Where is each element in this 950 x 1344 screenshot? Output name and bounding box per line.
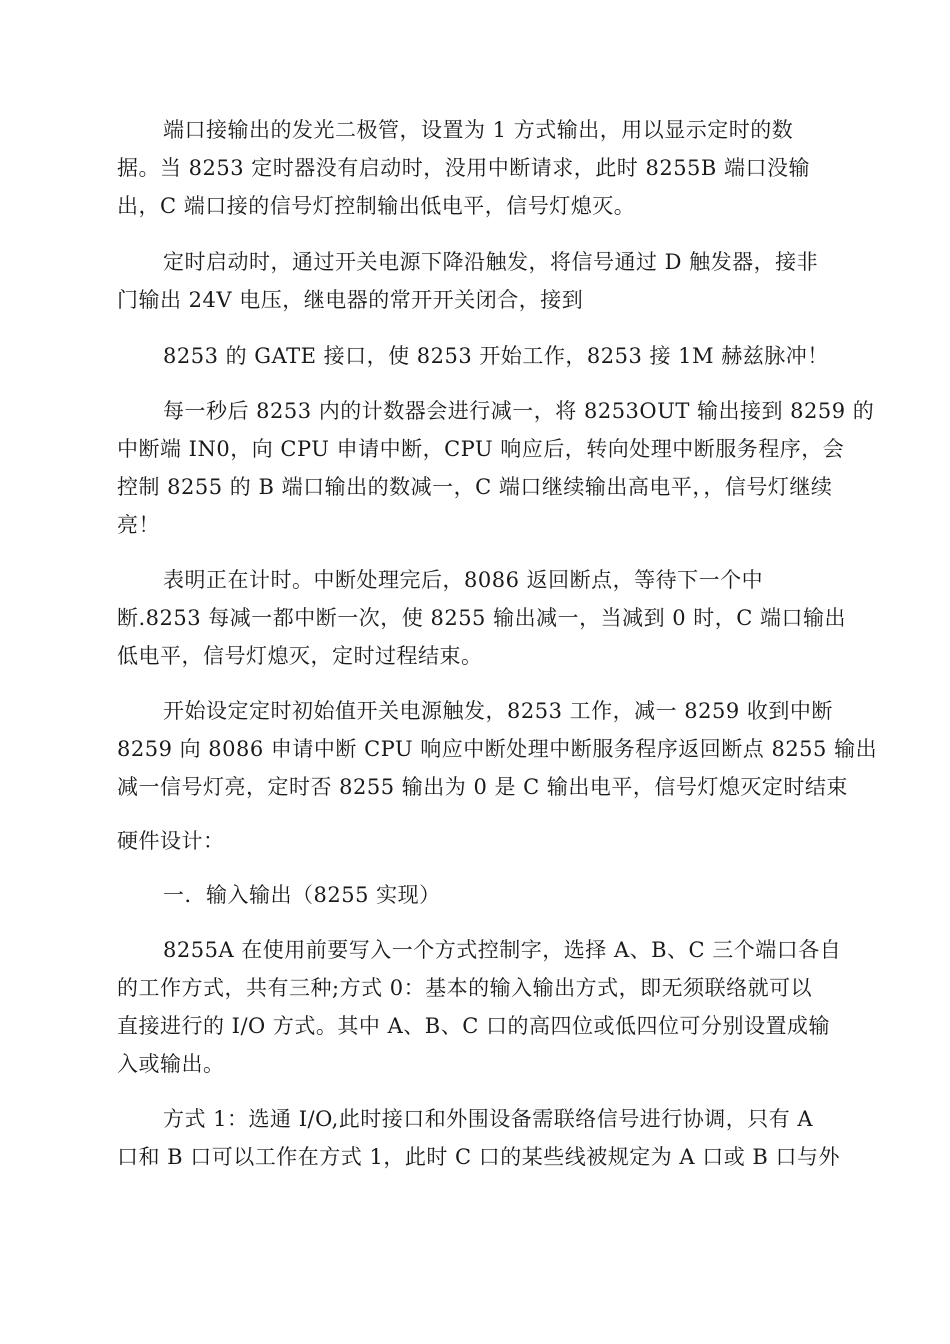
text-line: 8259 向 8086 申请中断 CPU 响应中断处理中断服务程序返回断点 8255 输出	[117, 737, 878, 761]
text-line: 定时启动时，通过开关电源下降沿触发，将信号通过 D 触发器，接非	[163, 250, 819, 274]
text-line: 低电平，信号灯熄灭，定时过程结束。	[117, 644, 483, 668]
text-line: 减一信号灯亮，定时否 8255 输出为 0 是 C 输出电平，信号灯熄灭定时结束	[117, 775, 848, 799]
text-line: 断.8253 每减一都中断一次，使 8255 输出减一，当减到 0 时，C 端口输出	[117, 606, 847, 630]
text-line: 的工作方式，共有三种;方式 0：基本的输入输出方式，即无须联络就可以	[117, 976, 813, 1000]
subsection-heading: 一．输入输出（8255 实现）	[163, 883, 441, 907]
text-line: 直接进行的 I/O 方式。其中 A、B、C 口的高四位或低四位可分别设置成输	[117, 1014, 830, 1038]
text-line: 控制 8255 的 B 端口输出的数减一，C 端口继续输出高电平，，信号灯继续	[117, 475, 833, 499]
section-heading: 硬件设计：	[117, 829, 225, 853]
text-line: 8253 的 GATE 接口，使 8253 开始工作，8253 接 1M 赫兹脉冲！	[163, 344, 829, 368]
text-line: 中断端 IN0，向 CPU 申请中断，CPU 响应后，转向处理中断服务程序，会	[117, 437, 845, 461]
text-line: 端口接输出的发光二极管，设置为 1 方式输出，用以显示定时的数	[163, 118, 794, 142]
text-line: 出，C 端口接的信号灯控制输出低电平，信号灯熄灭。	[117, 194, 636, 218]
text-line: 8255A 在使用前要写入一个方式控制字，选择 A、B、C 三个端口各自	[163, 938, 842, 962]
text-line: 入或输出。	[117, 1052, 225, 1076]
text-line: 门输出 24V 电压，继电器的常开开关闭合，接到	[117, 288, 584, 312]
text-line: 亮！	[117, 513, 160, 537]
text-line: 每一秒后 8253 内的计数器会进行减一，将 8253OUT 输出接到 8259 的	[163, 399, 875, 423]
text-line: 据。当 8253 定时器没有启动时，没用中断请求，此时 8255B 端口没输	[117, 156, 811, 180]
text-line: 口和 B 口可以工作在方式 1，此时 C 口的某些线被规定为 A 口或 B 口与外	[117, 1145, 841, 1169]
text-line: 开始设定定时初始值开关电源触发，8253 工作，减一 8259 收到中断	[163, 699, 833, 723]
text-line: 表明正在计时。中断处理完后，8086 返回断点，等待下一个中	[163, 568, 764, 592]
text-line: 方式 1：选通 I/O,此时接口和外围设备需联络信号进行协调，只有 A	[163, 1107, 814, 1131]
